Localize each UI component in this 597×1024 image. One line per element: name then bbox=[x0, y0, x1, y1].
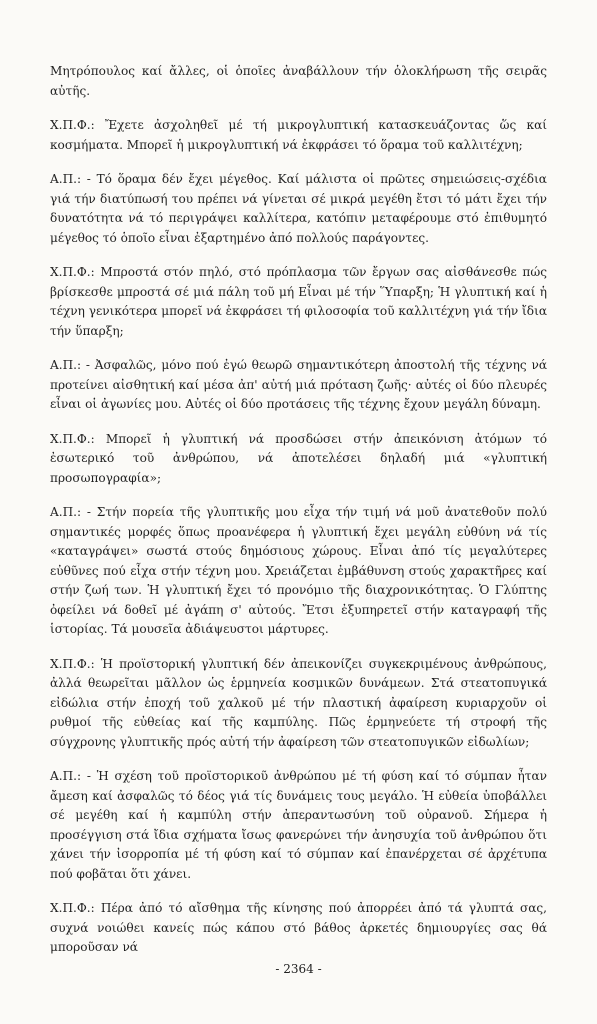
paragraph bbox=[50, 356, 547, 415]
paragraph-text: Ἔχετε ἀσχοληθεῖ μέ τή μικρογλυπτική κατασκευάζοντας ὥς καί κοσμήματα. Μπορεῖ ἡ μικρογλυπτική νά ἐκφράσει τό ὅραμα τοῦ καλλιτέχνη; bbox=[50, 118, 547, 152]
speaker-label: Α.Π.: bbox=[50, 505, 82, 519]
paragraph bbox=[50, 116, 547, 155]
speaker-label: Χ.Π.Φ.: bbox=[50, 265, 95, 279]
paragraph-text: Μπροστά στόν πηλό, στό πρόπλασμα τῶν ἔργων σας αἰσθάνεσθε πώς βρίσκεσθε μπροστά σέ μιά πάλη τοῦ μή Εἶναι μέ τήν Ὕπαρξη; Ἡ γλυπτική καί ἡ τέχνη γενικότερα μπορεῖ νά ἐκφράσει τή φιλοσοφία τοῦ καλλιτέχνη γιά τήν ἴδια τήν ὕπαρξη; bbox=[50, 265, 547, 338]
paragraph-text: - Ἡ σχέση τοῦ προϊστορικοῦ ἀνθρώπου μέ τή φύση καί τό σύμπαν ἦταν ἄμεση καί ἀσφαλῶς τό δέος γιά τίς δυνάμεις τους μεγάλο. Ἡ εὐθεία ὑποβάλλει σέ μεγέθη καί ἡ καμπύλη στήν ἀπεραντωσύνη τοῦ οὐρανοῦ. Σήμερα ἡ προσέγγιση στά ἴδια σχήματα ἴσως φανερώνει τήν ἀνησυχία τοῦ ἀνθρώπου ὅτι χάνει τήν ἰσορροπία μέ τή φύση καί τό σύμπαν καί ἐπανέρχεται σέ ἀρχέτυπα πού φοβᾶται ὅτι χάνει. bbox=[50, 769, 547, 881]
paragraph-text: - Στήν πορεία τῆς γλυπτικῆς μου εἶχα τήν τιμή νά μοῦ ἀνατεθοῦν πολύ σημαντικές μορφές ὅπως προανέφερα ἡ γλυπτική ἔχει μεγάλη εὐθύνη νά τίς «καταγράψει» σωστά στούς δημόσιους χώρους. Εἶναι ἀπό τίς μεγαλύτερες εὐθῦνες πού εἶχα στήν τέχνη μου. Χρειάζεται ἐμβάθυνση στούς χαρακτῆρες καί στήν ζωή των. Ἡ γλυπτική ἔχει τό προνόμιο τῆς διαχρονικότητας. Ὁ Γλύπτης ὀφείλει νά δοθεῖ μέ ἀγάπη σ' αὐτούς. Ἔτσι ἐξυπηρετεῖ στήν καταγραφή τῆς ἱστορίας. Τά μουσεῖα ἀδιάψευστοι μάρτυρες. bbox=[50, 505, 547, 636]
paragraph bbox=[50, 170, 547, 248]
speaker-label: Α.Π.: bbox=[50, 172, 82, 186]
paragraph bbox=[50, 655, 547, 753]
speaker-label: Χ.Π.Φ.: bbox=[50, 656, 95, 671]
speaker-label: Α.Π.: bbox=[50, 769, 82, 783]
page-body bbox=[50, 62, 547, 973]
speaker-label: Χ.Π.Φ.: bbox=[50, 118, 95, 132]
paragraph-text: Ἡ προϊστορική γλυπτική δέν ἀπεικονίζει συγκεκριμένους ἀνθρώπους, ἀλλά θεωρεῖται μᾶλλον ὡς ἑρμηνεία κοσμικῶν δυνάμεων. Στά στεατοπυγικά εἰδώλια στήν ἐποχή τοῦ χαλκοῦ μέ τήν πλαστική ἀφαίρεση κυριαρχοῦν οἱ ρυθμοί τῆς εὐθείας καί τῆς καμπύλης. Πῶς ἑρμηνεύετε τή στροφή τῆς σύγχρονης γλυπτικῆς πρός αὐτή τήν ἀφαίρεση τῶν στεατοπυγικῶν εἰδωλίων; bbox=[50, 656, 547, 749]
speaker-label: Α.Π.: bbox=[50, 358, 82, 372]
speaker-label: Χ.Π.Φ.: bbox=[50, 901, 95, 915]
paragraph bbox=[50, 430, 547, 489]
paragraph-text: Πέρα ἀπό τό αἴσθημα τῆς κίνησης πού ἀπορρέει ἀπό τά γλυπτά σας, συχνά νοιώθει κανείς πώς κάπου στό βάθος ἀρκετές δημιουργίες σας θά μποροῦσαν νά bbox=[50, 901, 547, 954]
paragraph bbox=[50, 503, 547, 640]
paragraph-text: - Τό ὅραμα δέν ἔχει μέγεθος. Καί μάλιστα οἱ πρῶτες σημειώσεις-σχέδια γιά τήν διατύπωσή του πρέπει νά γίνεται σέ μικρά μεγέθη ἔτσι τό μάτι ἔχει τήν δυνατότητα νά τό περιγράψει καλλίτερα, κατόπιν μεταφέρουμε στό ἐπιθυμητό μέγεθος τό ὁποῖο εἶναι ἐξαρτημένο ἀπό πολλούς παράγοντες. bbox=[50, 172, 547, 245]
paragraph bbox=[50, 767, 547, 884]
page-number: - 2364 - bbox=[275, 962, 322, 976]
paragraph bbox=[50, 263, 547, 341]
paragraph-text: Μπορεῖ ἡ γλυπτική νά προσδώσει στήν ἀπεικόνιση ἀτόμων τό ἐσωτερικό τοῦ ἀνθρώπου, νά ἀποτελέσει δηλαδή μιά «γλυπτική προσωπογραφία»; bbox=[50, 431, 547, 485]
paragraph bbox=[50, 62, 547, 101]
speaker-label: Χ.Π.Φ.: bbox=[50, 431, 95, 446]
paragraph-text: Μητρόπουλος καί ἄλλες, οἱ ὁποῖες ἀναβάλλουν τήν ὁλοκλήρωση τῆς σειρᾶς αὐτῆς. bbox=[50, 64, 547, 98]
paragraph-text: - Ἀσφαλῶς, μόνο πού ἐγώ θεωρῶ σημαντικότερη ἀποστολή τῆς τέχνης νά προτείνει αἰσθητική καί μέσα ἀπ' αὐτή μιά πρόταση ζωῆς· αὐτές οἱ δύο πλευρές εἶναι οἱ ἀγωνίες μου. Αὐτές οἱ δύο προτάσεις τῆς τέχνης ἔχουν μεγάλη δύναμη. bbox=[50, 358, 547, 411]
paragraph bbox=[50, 899, 547, 958]
